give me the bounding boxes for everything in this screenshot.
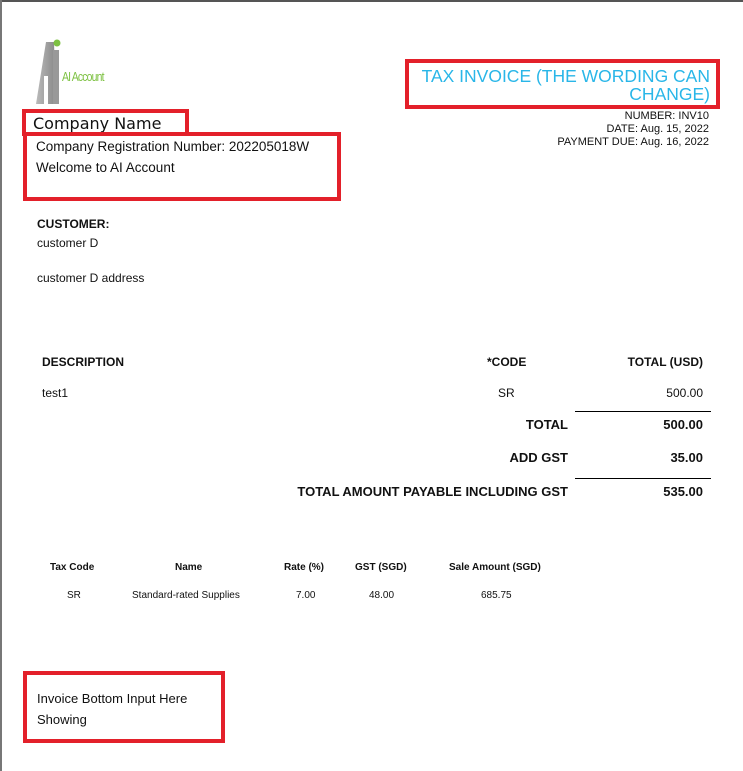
customer-address: customer D address bbox=[37, 271, 145, 285]
footer-line1: Invoice Bottom Input Here bbox=[37, 691, 188, 706]
item-description: test1 bbox=[42, 386, 69, 400]
page-border-left bbox=[0, 0, 2, 771]
gst-value: 35.00 bbox=[670, 450, 703, 465]
page-border-top bbox=[0, 0, 743, 2]
invoice-title bbox=[422, 67, 710, 103]
gst-label: ADD GST bbox=[509, 450, 568, 465]
company-name: Company Name bbox=[33, 114, 162, 133]
company-registration: Company Registration Number: 202205018W bbox=[36, 139, 310, 154]
tax-col-sale: Sale Amount (SGD) bbox=[449, 562, 541, 573]
invoice-title-line1: TAX INVOICE (THE WORDING CAN bbox=[421, 66, 710, 86]
tax-rate: 7.00 bbox=[296, 590, 316, 601]
tax-col-rate: Rate (%) bbox=[284, 562, 325, 573]
tax-sale: 685.75 bbox=[481, 590, 512, 601]
payable-value: 535.00 bbox=[663, 484, 703, 499]
company-welcome: Welcome to AI Account bbox=[36, 160, 175, 175]
payable-label: TOTAL AMOUNT PAYABLE INCLUDING GST bbox=[297, 484, 568, 499]
tax-gst: 48.00 bbox=[369, 590, 395, 601]
invoice-title-line2: CHANGE) bbox=[629, 84, 710, 104]
divider bbox=[575, 411, 711, 412]
col-code: *CODE bbox=[487, 355, 527, 369]
customer-label: CUSTOMER: bbox=[37, 217, 110, 231]
footer-box bbox=[23, 671, 225, 743]
tax-name: Standard-rated Supplies bbox=[132, 590, 240, 601]
tax-col-gst: GST (SGD) bbox=[355, 562, 407, 573]
footer-line2: Showing bbox=[37, 712, 87, 727]
tax-col-name: Name bbox=[175, 562, 203, 573]
company-logo bbox=[34, 36, 114, 106]
item-code: SR bbox=[498, 386, 515, 400]
divider bbox=[575, 478, 711, 479]
tax-col-code: Tax Code bbox=[50, 562, 95, 573]
tax-code: SR bbox=[67, 590, 81, 601]
col-description: DESCRIPTION bbox=[42, 355, 125, 369]
customer-name: customer D bbox=[37, 236, 99, 250]
invoice-number: NUMBER: INV10 bbox=[624, 110, 709, 122]
payment-due: PAYMENT DUE: Aug. 16, 2022 bbox=[557, 136, 709, 148]
total-label: TOTAL bbox=[525, 417, 568, 432]
invoice-date: DATE: Aug. 15, 2022 bbox=[606, 123, 709, 135]
logo-text: AI Account bbox=[62, 69, 104, 84]
col-total: TOTAL (USD) bbox=[627, 355, 703, 369]
total-value: 500.00 bbox=[663, 417, 703, 432]
item-total: 500.00 bbox=[666, 386, 703, 400]
